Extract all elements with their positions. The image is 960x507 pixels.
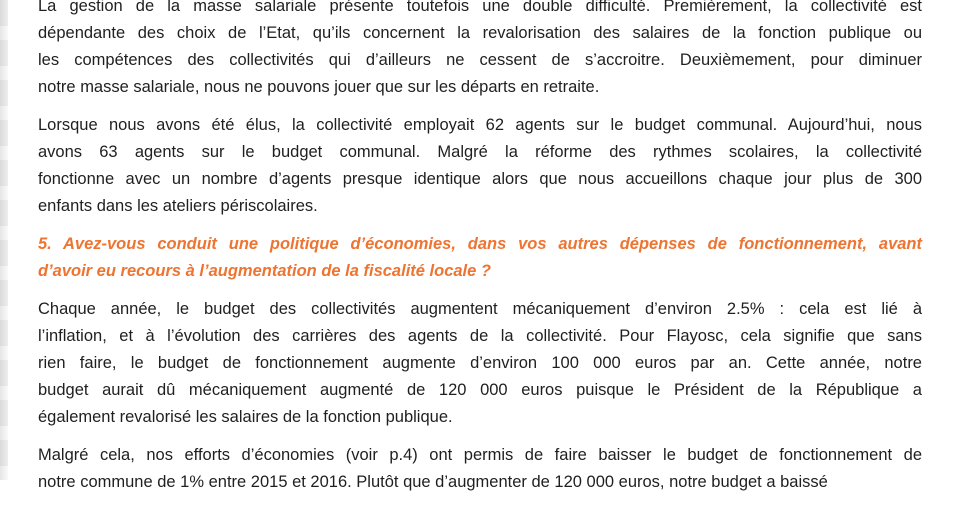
text-line: notre masse salariale, nous ne pouvons jouer que sur les départs en retraite.: [38, 78, 600, 96]
text-line: 5. Avez-vous conduit une politique d’économies, dans vos autres dépenses de fonctionnement, avant: [38, 235, 922, 253]
body-paragraph: [38, 442, 922, 496]
text-line: d’avoir eu recours à l’augmentation de la fiscalité locale ?: [38, 262, 491, 280]
body-paragraph: [38, 296, 922, 431]
text-line: Chaque année, le budget des collectivités augmentent mécaniquement d’environ 2.5% : cela est lié à: [38, 300, 922, 318]
text-line: également revalorisé les salaires de la fonction publique.: [38, 408, 453, 426]
text-line: La gestion de la masse salariale présente toutefois une double difficulté. Premièrement, la collectivité est: [38, 0, 922, 15]
text-line: avons 63 agents sur le budget communal. Malgré la réforme des rythmes scolaires, la collectivité: [38, 143, 922, 161]
text-line: Malgré cela, nos efforts d’économies (voir p.4) ont permis de faire baisser le budget de fonctionnement de: [38, 446, 922, 464]
text-line: enfants dans les ateliers périscolaires.: [38, 197, 318, 215]
text-line: dépendante des choix de l’Etat, qu’ils concernent la revalorisation des salaires de la fonction publique ou: [38, 24, 922, 42]
question-heading: [38, 231, 922, 285]
text-line: notre commune de 1% entre 2015 et 2016. Plutôt que d’augmenter de 120 000 euros, notre budget a baissé: [38, 473, 828, 491]
text-line: fonctionne avec un nombre d’agents presque identique alors que nous accueillons chaque jour plus de 300: [38, 170, 922, 188]
body-paragraph: [38, 0, 922, 101]
text-line: les compétences des collectivités qui d’ailleurs ne cessent de s’accroitre. Deuxièmement, pour diminuer: [38, 51, 922, 69]
body-paragraph: [38, 112, 922, 220]
text-line: budget aurait dû mécaniquement augmenté de 120 000 euros puisque le Président de la République a: [38, 381, 922, 399]
text-line: Lorsque nous avons été élus, la collectivité employait 62 agents sur le budget communal. Aujourd’hui, nous: [38, 116, 922, 134]
text-line: l’inflation, et à l’évolution des carrières des agents de la collectivité. Pour Flayosc, cela signifie que sans: [38, 327, 922, 345]
text-line: rien faire, le budget de fonctionnement augmente d’environ 100 000 euros par an. Cette année, notre: [38, 354, 922, 372]
